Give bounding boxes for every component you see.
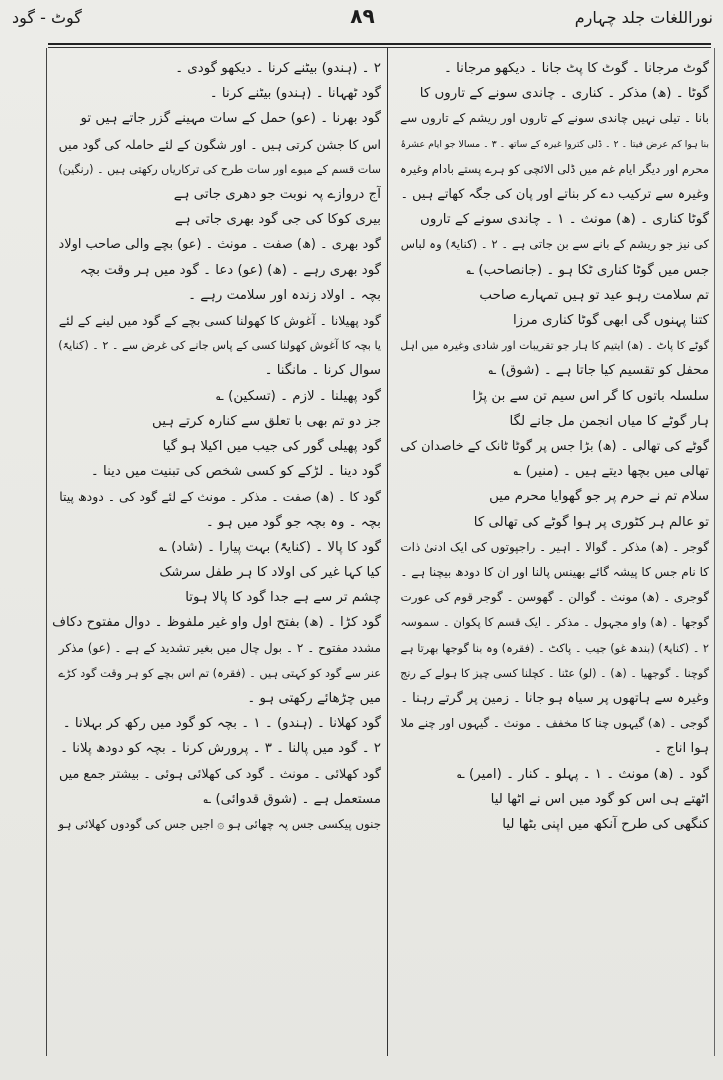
entry-line: مستعمل ہے ۔ (شوق قدوائی) ؎ xyxy=(203,791,381,807)
entry-line: گود پھیلنا ۔ لازم ۔ (تسکین) ؎ xyxy=(216,388,381,404)
entry-line: گوٹے کا پاٹ ۔ (ھ) ایتیم کا ہار جو تقریبات اور شادی وغیرہ میں اہل xyxy=(400,339,709,353)
entry-line: بچہ ۔ اولاد زندہ اور سلامت رہے ۔ xyxy=(188,287,381,303)
entry-line: کی نیز جو ریشم کے بانے سے بن جاتی ہے ۔ ۲ ۔ (کنایۃً) وہ لباس xyxy=(400,237,709,252)
entry-line: جس میں گوٹا کناری ٹکا ہو ۔ (جانصاحب) ؎ xyxy=(466,262,709,278)
entry-line: گوٹا ۔ (ھ) مذکر ۔ کناری ۔ چاندی سونے کے تاروں کا xyxy=(419,86,709,102)
left-margin-rule xyxy=(46,48,47,1056)
entry-line: وغیرہ سے ہاتھوں پر سیاہ ہو جانا ۔ زمین پر گرتے رہنا ۔ xyxy=(400,691,709,707)
entry-line: بنا ہوا کم عرض فیتا ۔ ۲ ۔ ڈلی کتروا غیرہ کے ساتھ ۔ ۳ ۔ مسالا جو ایام عشرۂ xyxy=(400,138,709,150)
entry-line: سات قسم کے میوے اور سات طرح کی ترکاریاں رکھتی ہیں ۔ (رنگین) xyxy=(58,162,381,176)
entry-line: گود پھیلانا ۔ آغوش کا کھولنا کسی بچے کے گود میں لینے کے لئے xyxy=(58,313,381,329)
entry-line: گود کا پالا ۔ (کنایۃً) بہت پیارا ۔ (شاد) ؎ xyxy=(159,539,381,555)
running-title: نوراللغات جلد چہارم xyxy=(574,8,713,27)
right-column xyxy=(394,56,709,1052)
entry-line: گود کا ۔ (ھ) صفت ۔ مذکر ۔ مونث کے لئے گود کی ۔ دودھ پیتا xyxy=(59,489,381,505)
entry-line: گود دینا ۔ لڑکے کو کسی شخص کی تبنیت میں دینا ۔ xyxy=(90,464,381,480)
entry-line: گوٹا کناری ۔ (ھ) مونث ۔ ۱ ۔ چاندی سونے کے تاروں xyxy=(420,212,709,228)
entry-line: میں چڑھائے رکھتی ہو ۔ xyxy=(247,691,381,707)
entry-line: گوجر ۔ (ھ) مذکر ۔ گوالا ۔ اہیر ۔ راجپوتوں کی ایک ادنیٰ ذات xyxy=(400,539,709,554)
entry-line: کا نام جس کا پیشہ گائے بھینس پالنا اور ان کا دودھ بیچنا ہے ۔ xyxy=(400,565,709,580)
entry-line: یا بچہ کا آغوش کھولنا کسی کے پاس جانے کی غرض سے ۔ ۲ ۔ (کنایۃً) xyxy=(58,339,381,353)
entry-line: بچہ ۔ وہ بچہ جو گود میں ہو ۔ xyxy=(205,514,381,530)
entry-line: چشم تر سے ہے جدا گود کا پالا ہوتا xyxy=(185,590,381,606)
entry-line: محرم اور دیگر ایام غم میں ڈلی الائچی کو ہرے پستے بادام وغیرہ xyxy=(399,161,709,176)
entry-line: تم سلامت رہو عید تو ہیں تمہارے صاحب xyxy=(479,287,709,303)
entry-line: محفل کو تقسیم کیا جاتا ہے ۔ (شوق) ؎ xyxy=(488,363,709,379)
running-headwords: گوٹ - گود xyxy=(12,8,82,27)
entry-line: گوجی ۔ (ھ) گیہوں چنا کا مخفف ۔ مونث ۔ گیہوں اور چنے ملا xyxy=(400,716,709,731)
entry-line: ۲ ۔ گود میں پالنا ۔ ۳ ۔ پرورش کرنا ۔ بچہ کو دودھ پلانا ۔ xyxy=(60,741,381,757)
page-header xyxy=(12,4,713,34)
entry-line: گود پھیلی گور کی جیب میں اکیلا ہو گیا xyxy=(162,439,381,455)
entry-line: گود ۔ (ھ) مونث ۔ ۱ ۔ پہلو ۔ کنار ۔ (امیر) ؎ xyxy=(456,766,709,782)
entry-line: ۲ ۔ (کنایۃً) (بندھ غو) جیب ۔ پاکٹ ۔ (فقرہ) وہ بنا گوجھا بھرتا ہے xyxy=(400,641,709,655)
entry-line: گود بھرنا ۔ (عو) حمل کے سات مہینے گزر جاتے ہیں تو xyxy=(80,111,381,127)
entry-line: تھالی میں بچھا دیتے ہیں ۔ (منیر) ؎ xyxy=(513,464,709,480)
right-margin-rule xyxy=(714,48,715,1056)
entry-line: کتنا پہنوں گی ابھی گوٹا کناری مرزا xyxy=(512,313,709,329)
entry-line: گوٹے کی تھالی ۔ (ھ) بڑا جس پر گوٹا ٹانک کے خاصدان کی xyxy=(400,439,709,455)
entry-line: گوجری ۔ (ھ) مونث ۔ گوالن ۔ گھوسن ۔ گوجر قوم کی عورت xyxy=(400,590,709,605)
entry-line: ہوا اناج ۔ xyxy=(653,741,709,757)
entry-line: آج دروازے پہ نوبت جو دھری جاتی ہے xyxy=(173,187,381,203)
entry-line: گود کھلائی ۔ مونث ۔ گود کی کھلائی ہوئی ۔ بیشتر جمع میں xyxy=(58,766,381,782)
entry-line: جز دو تم بھی با تعلق سے کنارہ کرتے ہیں xyxy=(152,413,381,429)
entry-line: کیا کہا غیر کی اولاد کا ہر طفل سرشک xyxy=(159,565,381,581)
entry-line: کنگھی کی طرح آنکھ میں اپنی بٹھا لیا xyxy=(502,817,709,833)
entry-line: مشدد مفتوح ۔ ۲ ۔ بول چال میں بغیر تشدید کے ہے ۔ (عو) مذکر xyxy=(58,640,381,655)
entry-line: اس کا جشن کرتی ہیں ۔ اور شگون کے لئے حاملہ کی گود میں xyxy=(58,136,381,152)
entry-line: ۲ ۔ (ہندو) بیٹنے کرنا ۔ دیکھو گودی ۔ xyxy=(175,61,381,76)
column-divider xyxy=(387,48,388,1056)
entry-line: عنر سے گود کو کہتی ہیں ۔ (فقرہ) تم اس بچے کو ہر وقت گود کڑے xyxy=(58,665,381,680)
entry-line: سوال کرنا ۔ مانگنا ۔ xyxy=(264,363,381,379)
entry-line: گود کھلانا ۔ (ہندو) ۔ ۱ ۔ بچہ کو گود میں رکھ کر بہلانا ۔ xyxy=(62,716,381,732)
page-number: ۸۹ xyxy=(350,4,375,28)
entry-line: سلام تم نے حرم پر جو گھوایا محرم میں xyxy=(489,489,709,505)
entry-line: جنوں پیکسی جس پہ چھائی ہو ۞ اجیں جس کی گودوں کھلائی ہو xyxy=(58,817,381,832)
left-column xyxy=(52,56,381,1052)
entry-line: وغیرہ سے ترکیب دے کر بناتے اور پان کی جگہ کھاتے ہیں ۔ xyxy=(400,187,709,203)
entry-line: ہار گوٹے کا میاں انجمن مل جانے لگا xyxy=(509,413,709,429)
header-rule-thin xyxy=(48,47,711,48)
entry-line: گوٹ مرجانا ۔ گوٹ کا پٹ جانا ۔ دیکھو مرجانا ۔ xyxy=(443,61,709,76)
entry-line: گود ٹھہانا ۔ (ہندو) بیٹنے کرنا ۔ xyxy=(209,86,381,102)
header-rule xyxy=(48,43,711,45)
entry-line: گود بھری ۔ (ھ) صفت ۔ مونث ۔ (عو) بچے والی صاحب اولاد xyxy=(58,237,381,253)
entry-line: گود بھری رہے ۔ (ھ) (عو) دعا ۔ گود میں ہر وقت بچہ xyxy=(79,262,381,278)
entry-line: بیری کوکا کی جی گود بھری جاتی ہے xyxy=(174,212,381,228)
entry-line: سلسلہ باتوں کا گر اس سیم تن سے بن پڑا xyxy=(472,388,709,404)
entry-line: تو عالم ہر کٹوری پر ہوا گوٹے کی تھالی کا xyxy=(473,514,709,530)
entry-line: گود کڑا ۔ (ھ) بفتح اول واو غیر ملفوظ ۔ دوال مفتوح دکاف xyxy=(52,615,381,631)
entry-line: گوچنا ۔ گوجھیا ۔ (ھ) ۔ (لو) عٹنا ۔ کچلنا کسی چیز کا ہولے کے رنج xyxy=(400,666,709,680)
entry-line: گوجھا ۔ (ھ) واو مجہول ۔ مذکر ۔ ایک قسم کا پکوان ۔ سموسہ xyxy=(400,615,709,630)
entry-line: بانا ۔ تیلی نہیں چاندی سونے کے تاروں اور ریشم کے تاروں سے xyxy=(400,111,709,126)
entry-line: اٹھتے ہی اس کو گود میں اس نے اٹھا لیا xyxy=(490,791,709,807)
